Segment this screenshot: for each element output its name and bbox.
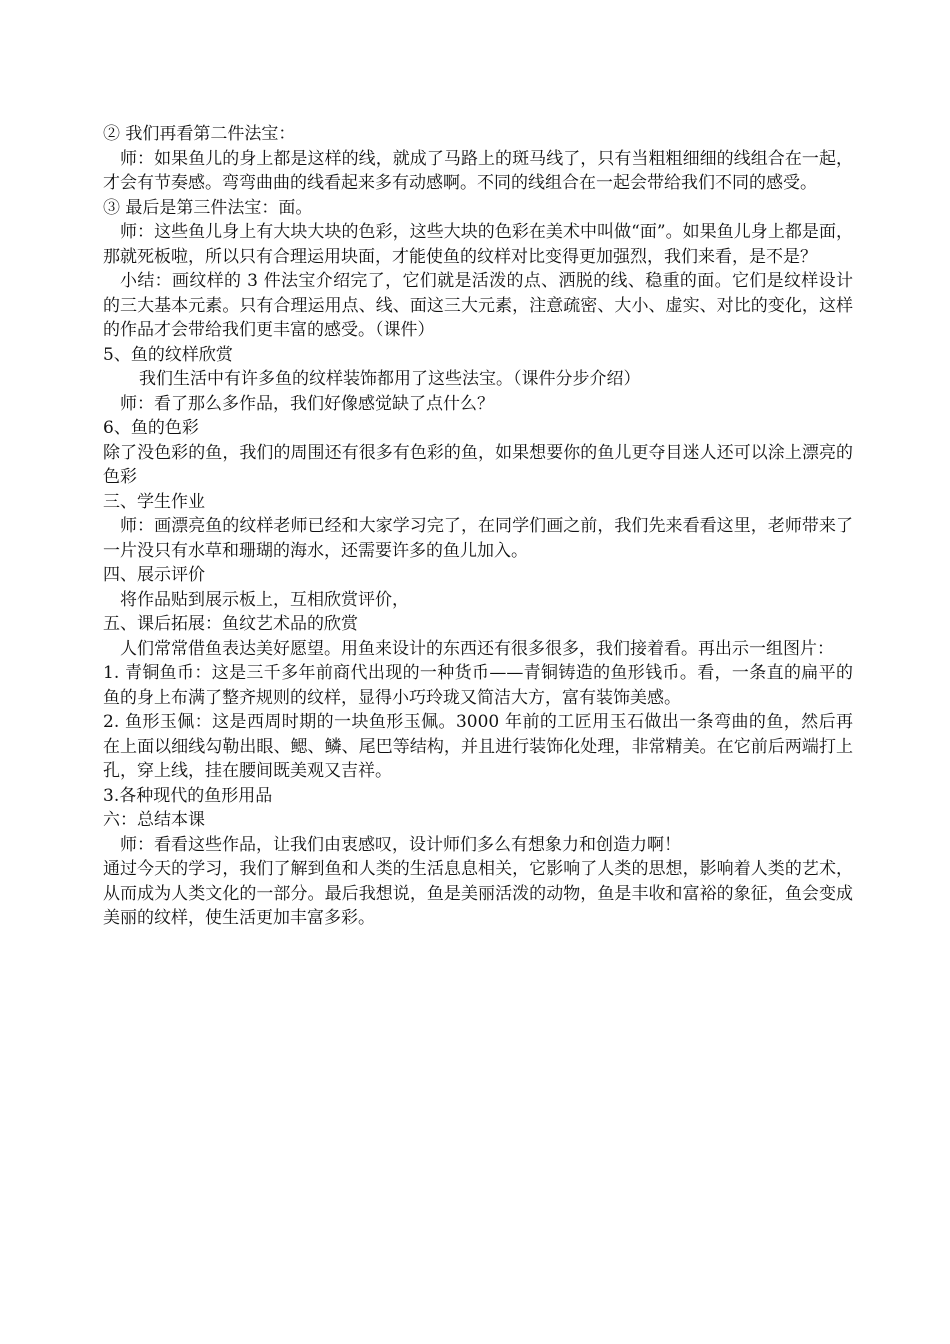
fish-color-text: 除了没色彩的鱼，我们的周围还有很多有色彩的鱼，如果想要你的鱼儿更夺目迷人还可以涂上漂亮的色彩: [103, 442, 853, 487]
item-modern-fish-goods: 3.各种现代的鱼形用品: [103, 785, 273, 806]
conclusion-paragraph: 通过今天的学习，我们了解到鱼和人类的生活息息相关，它影响了人类的思想，影响着人类的艺术，从而成为人类文化的一部分。最后我想说，鱼是美丽活泼的动物，鱼是丰收和富裕的象征，鱼会变成美丽的纹样，使生活更加丰富多彩。: [103, 859, 853, 928]
section-5-heading: 5、鱼的纹样欣赏: [103, 344, 233, 365]
summary-paragraph: 小结：画纹样的 3 件法宝介绍完了，它们就是活泼的点、洒脱的线、稳重的面。它们是纹样设计的三大基本元素。只有合理运用点、线、面这三大元素，注意疏密、大小、虚实、对比的变化，这样的作品才会带给我们更丰富的感受。（课件）: [103, 271, 853, 340]
document-page: [103, 122, 853, 931]
extension-intro-text: 人们常常借鱼表达美好愿望。用鱼来设计的东西还有很多很多，我们接着看。再出示一组图片：: [120, 638, 834, 659]
section-4-heading: 四、展示评价: [103, 565, 205, 585]
section-3-heading: 三、学生作业: [103, 491, 205, 512]
step-3-heading: ③ 最后是第三件法宝：面。: [103, 197, 313, 218]
section-6-heading: 6、鱼的色彩: [103, 418, 199, 438]
step-2-heading: ② 我们再看第二件法宝：: [103, 124, 296, 144]
display-evaluation-text: 将作品贴到展示板上，互相欣赏评价，: [120, 589, 409, 610]
pattern-appreciation-text: 我们生活中有许多鱼的纹样装饰都用了这些法宝。（课件分步介绍）: [139, 369, 641, 389]
section-5b-heading: 五、课后拓展：鱼纹艺术品的欣赏: [103, 614, 358, 634]
item-bronze-fish-coin: 1. 青铜鱼币：这是三千多年前商代出现的一种货币——青铜铸造的鱼形钱币。看，一条直的扁平的鱼的身上布满了整齐规则的纹样，显得小巧玲珑又简洁大方，富有装饰美感。: [103, 663, 853, 708]
teacher-question: 师：看了那么多作品，我们好像感觉缺了点什么？: [120, 393, 494, 414]
item-fish-jade-pendant: 2. 鱼形玉佩：这是西周时期的一块鱼形玉佩。3000 年前的工匠用玉石做出一条弯曲的鱼，然后再在上面以细线勾勒出眼、鳃、鳞、尾巴等结构，并且进行装饰化处理，非常精美。在它前后两端打上孔，穿上线，挂在腰间既美观又吉祥。: [103, 712, 853, 781]
teacher-line-surfaces: 师：这些鱼儿身上有大块大块的色彩，这些大块的色彩在美术中叫做“面”。如果鱼儿身上都是面，那就死板啦，所以只有合理运用块面，才能使鱼的纹样对比变得更加强烈，我们来看，是不是？: [103, 222, 853, 267]
section-6b-heading: 六：总结本课: [103, 810, 205, 830]
teacher-closing-line: 师：看看这些作品，让我们由衷感叹，设计师们多么有想象力和创造力啊！: [120, 834, 681, 855]
student-assignment-text: 师：画漂亮鱼的纹样老师已经和大家学习完了，在同学们画之前，我们先来看看这里，老师带来了一片没只有水草和珊瑚的海水，还需要许多的鱼儿加入。: [103, 516, 853, 561]
teacher-line-lines: 师：如果鱼儿的身上都是这样的线，就成了马路上的斑马线了，只有当粗粗细细的线组合在一起，才会有节奏感。弯弯曲曲的线看起来多有动感啊。不同的线组合在一起会带给我们不同的感受。: [103, 148, 853, 193]
